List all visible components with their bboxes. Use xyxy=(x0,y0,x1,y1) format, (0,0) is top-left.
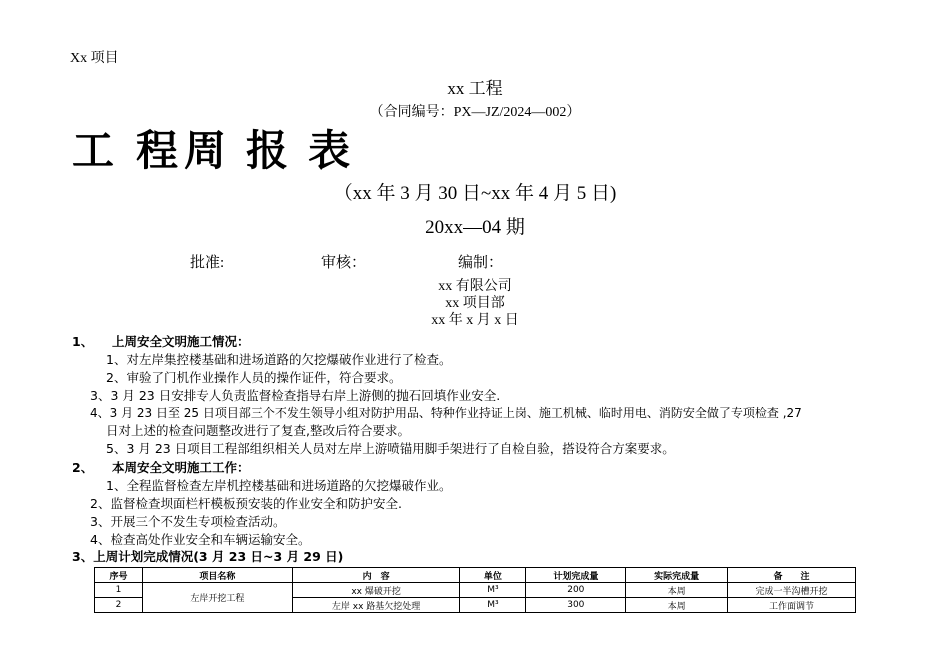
contract-number: （合同编号：PX—JZ/2024—002） xyxy=(369,105,581,120)
review-label: 审核： xyxy=(321,255,367,271)
table-cell: 300 xyxy=(526,598,626,613)
table-cell: 完成一半沟槽开挖 xyxy=(728,583,856,598)
section-1-title: 上周安全文明施工情况： xyxy=(112,334,250,349)
table-header-row xyxy=(95,568,856,583)
section-1-number: 1、 xyxy=(72,334,94,349)
table-cell: 2 xyxy=(95,598,143,613)
company-name: xx 有限公司 xyxy=(438,279,512,294)
section-2-number: 2、 xyxy=(72,460,94,475)
main-title-char: 报 xyxy=(246,126,289,175)
column-header: 单位 xyxy=(460,568,526,583)
main-title-char: 程 xyxy=(136,126,179,175)
plan-completion-table xyxy=(94,567,856,613)
table-cell: 200 xyxy=(526,583,626,598)
section-3-title: 3、上周计划完成情况(3 月 23 日~3 月 29 日) xyxy=(72,549,344,564)
section-2-item: 2、监督检查坝面栏杆模板预安装的作业安全和防护安全. xyxy=(90,496,402,511)
column-header: 内 容 xyxy=(292,568,460,583)
section-1-item: 1、对左岸集控楼基础和进场道路的欠挖爆破作业进行了检查。 xyxy=(106,352,452,367)
main-title xyxy=(72,118,350,178)
engineering-title: xx 工程 xyxy=(447,79,503,98)
section-1-item-continued: 日对上述的检查问题整改进行了复查,整改后符合要求。 xyxy=(106,423,410,438)
main-title-char: 表 xyxy=(308,126,351,175)
table-cell: 本周 xyxy=(626,598,728,613)
column-header: 计划完成量 xyxy=(526,568,626,583)
company-block xyxy=(0,278,950,329)
section-1-item: 2、审验了门机作业操作人员的操作证件，符合要求。 xyxy=(106,370,402,385)
column-header: 项目名称 xyxy=(142,568,292,583)
section-1-item: 3、3 月 23 日安排专人负责监督检查指导右岸上游侧的抛石回填作业安全. xyxy=(90,388,501,403)
compile-label: 编制： xyxy=(458,255,504,271)
section-2-title: 本周安全文明施工工作： xyxy=(112,460,250,475)
table-cell: 工作面调节 xyxy=(728,598,856,613)
section-2-item: 4、检查高处作业安全和车辆运输安全。 xyxy=(90,532,311,547)
table-cell: xx 爆破开挖 xyxy=(292,583,460,598)
table-cell: 1 xyxy=(95,583,143,598)
section-1-item: 4、3 月 23 日至 25 日项目部三个不发生领导小组对防护用品、特种作业持证上岗、施工机械、临时用电、消防安全做了专项检查 ,27 xyxy=(90,406,802,420)
project-label: Xx 项目 xyxy=(70,51,119,66)
project-dept: xx 项目部 xyxy=(445,296,505,311)
issue-number: 20xx—04 期 xyxy=(425,217,525,238)
report-date: xx 年 x 月 x 日 xyxy=(431,313,519,328)
table-cell: 左岸 xx 路基欠挖处理 xyxy=(292,598,460,613)
main-title-char: 周 xyxy=(184,126,227,175)
column-header: 备 注 xyxy=(728,568,856,583)
approve-label: 批准: xyxy=(190,255,225,271)
table-cell: M³ xyxy=(460,583,526,598)
table-cell: 本周 xyxy=(626,583,728,598)
table-cell-project-name: 左岸开挖工程 xyxy=(142,583,292,613)
section-2-item: 1、全程监督检查左岸机控楼基础和进场道路的欠挖爆破作业。 xyxy=(106,478,452,493)
section-2-item: 3、开展三个不发生专项检查活动。 xyxy=(90,514,286,529)
table-cell: M³ xyxy=(460,598,526,613)
column-header: 实际完成量 xyxy=(626,568,728,583)
main-title-char: 工 xyxy=(72,126,115,175)
table-row xyxy=(95,583,856,598)
column-header: 序号 xyxy=(95,568,143,583)
section-1-item: 5、3 月 23 日项目工程部组织相关人员对左岸上游喷锚用脚手架进行了自检自验，搭设符合方案要求。 xyxy=(106,441,675,456)
date-range: （xx 年 3 月 30 日~xx 年 4 月 5 日) xyxy=(333,183,617,204)
